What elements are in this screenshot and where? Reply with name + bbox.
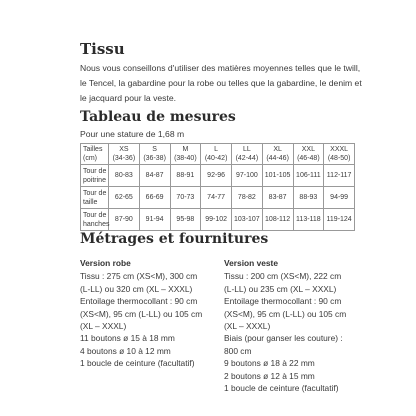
measure-cell: 80-83	[109, 165, 140, 187]
size-header-cell: S (36-38)	[139, 144, 170, 165]
row-label: Tour de hanches	[81, 209, 109, 231]
veste-line: (XS<M), 95 cm (L-LL) ou 105 cm	[224, 308, 347, 319]
size-table-header-row	[81, 144, 355, 165]
veste-line: Tissu : 200 cm (XS<M), 222 cm	[224, 271, 342, 282]
measure-cell: 106-111	[293, 165, 324, 187]
measure-cell: 119-124	[324, 209, 355, 231]
measure-cell: 97-100	[232, 165, 263, 187]
measure-cell: 87-90	[109, 209, 140, 231]
veste-line: (XL – XXXL)	[224, 321, 271, 332]
mesures-heading: Tableau de mesures	[80, 109, 236, 125]
size-header-cell: LL (42-44)	[232, 144, 263, 165]
table-header-label: Tailles (cm)	[81, 144, 109, 165]
veste-line: Entoilage thermocollant : 90 cm	[224, 296, 342, 307]
tissu-line: le jacquard pour la veste.	[80, 93, 177, 103]
table-row-taille	[81, 187, 355, 209]
measure-cell: 70-73	[170, 187, 201, 209]
measure-cell: 108-112	[262, 209, 293, 231]
row-label: Tour de taille	[81, 187, 109, 209]
robe-line: (XS<M), 95 cm (L-LL) ou 105 cm	[80, 308, 203, 319]
table-row-poitrine	[81, 165, 355, 187]
measure-cell: 99-102	[201, 209, 232, 231]
size-header-cell: L (40-42)	[201, 144, 232, 165]
veste-line: 1 boucle de ceinture (facultatif)	[224, 383, 339, 394]
tissu-line: Nous vous conseillons d'utiliser des matières moyennes telles que le twill,	[80, 63, 361, 73]
veste-line: 2 boutons ø 12 à 15 mm	[224, 370, 315, 381]
robe-line: Tissu : 275 cm (XS<M), 300 cm	[80, 271, 198, 282]
veste-line: 9 boutons ø 18 à 22 mm	[224, 358, 315, 369]
veste-line: 800 cm	[224, 345, 252, 356]
measure-cell: 88-93	[293, 187, 324, 209]
robe-line: Entoilage thermocollant : 90 cm	[80, 296, 198, 307]
size-header-cell: XS (34-36)	[109, 144, 140, 165]
table-row-hanches	[81, 209, 355, 231]
size-table	[80, 143, 355, 231]
tissu-paragraph	[80, 61, 370, 106]
measure-cell: 103-107	[232, 209, 263, 231]
measure-cell: 78-82	[232, 187, 263, 209]
measure-cell: 113-118	[293, 209, 324, 231]
veste-line: (L-LL) ou 235 cm (XL – XXXL)	[224, 283, 337, 294]
measure-cell: 74-77	[201, 187, 232, 209]
veste-column	[224, 257, 364, 394]
robe-line: 11 boutons ø 15 à 18 mm	[80, 333, 175, 344]
robe-heading: Version robe	[80, 258, 131, 268]
measure-cell: 94-99	[324, 187, 355, 209]
measure-cell: 91-94	[139, 209, 170, 231]
size-header-cell: XXXL (48-50)	[324, 144, 355, 165]
measure-cell: 62-65	[109, 187, 140, 209]
size-header-cell: XXL (46-48)	[293, 144, 324, 165]
measure-cell: 92-96	[201, 165, 232, 187]
measure-cell: 95-98	[170, 209, 201, 231]
veste-heading: Version veste	[224, 258, 279, 268]
stature-note: Pour une stature de 1,68 m	[80, 129, 185, 139]
robe-line: 1 boucle de ceinture (facultatif)	[80, 358, 195, 369]
measure-cell: 101-105	[262, 165, 293, 187]
measure-cell: 88-91	[170, 165, 201, 187]
veste-line: Biais (pour ganser les couture) :	[224, 333, 343, 344]
metrages-heading: Métrages et fournitures	[80, 231, 269, 247]
measure-cell: 112-117	[324, 165, 355, 187]
robe-line: 4 boutons ø 10 à 12 mm	[80, 345, 171, 356]
measure-cell: 84-87	[139, 165, 170, 187]
tissu-line: le Tencel, la gabardine pour la robe ou telles que la gabardine, le denim et	[80, 78, 362, 88]
robe-line: (L-LL) ou 320 cm (XL – XXXL)	[80, 283, 193, 294]
robe-line: (XL – XXXL)	[80, 321, 127, 332]
measure-cell: 66-69	[139, 187, 170, 209]
size-header-cell: XL (44-46)	[262, 144, 293, 165]
tissu-heading: Tissu	[80, 40, 125, 58]
measure-cell: 83-87	[262, 187, 293, 209]
size-header-cell: M (38-40)	[170, 144, 201, 165]
row-label: Tour de poitrine	[81, 165, 109, 187]
robe-column	[80, 257, 220, 370]
